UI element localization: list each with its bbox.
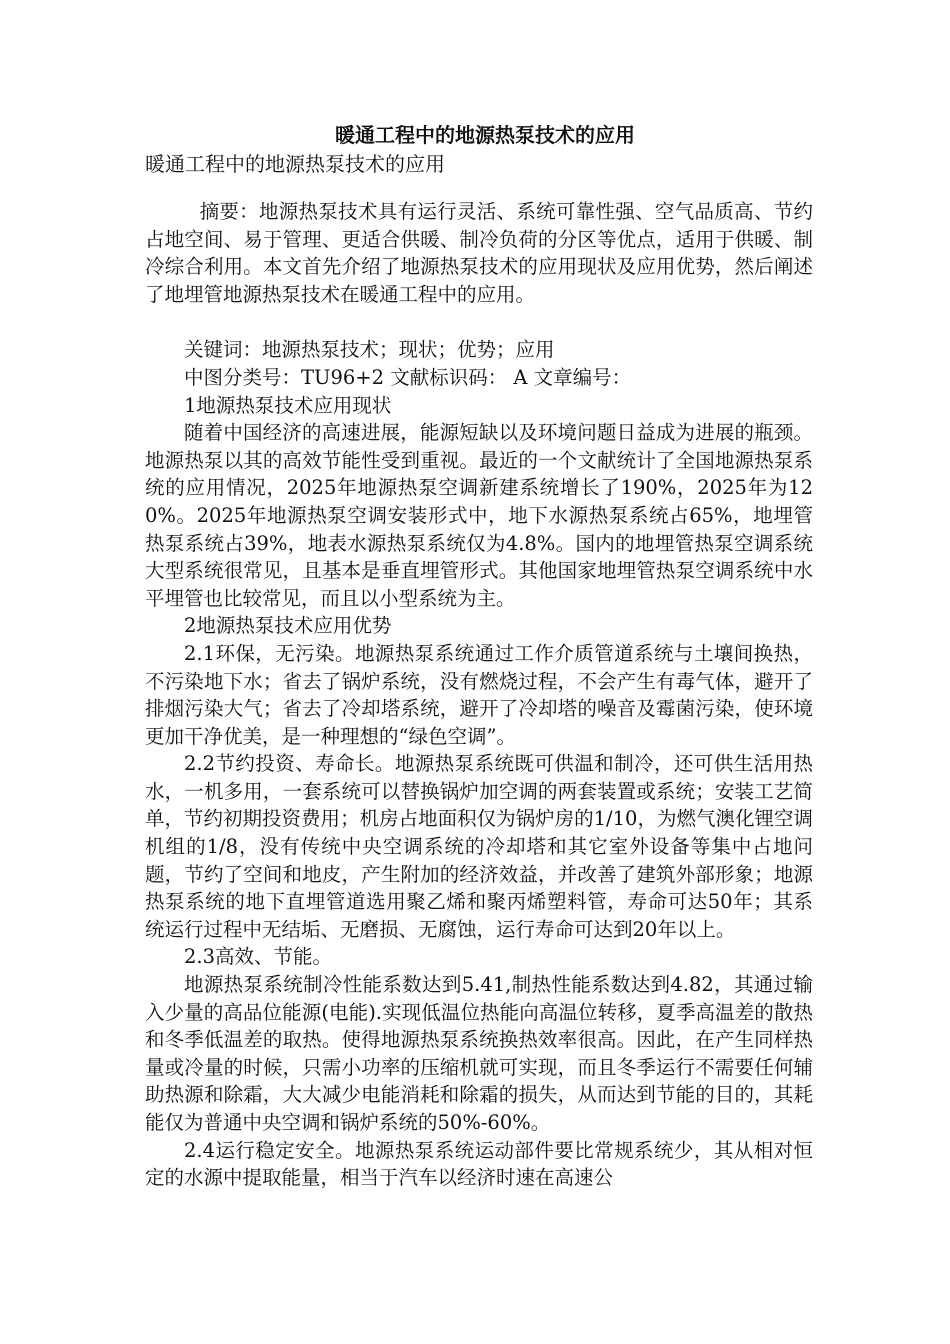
section-1-heading: 1地源热泵技术应用现状 [184, 393, 392, 417]
section-2-4-paragraph: 2.4运行稳定安全。地源热泵系统运动部件要比常规系统少，其从相对恒定的水源中提取能量，相当于汽车以经济时速在高速公 [145, 1138, 813, 1190]
section-1-paragraph: 随着中国经济的高速进展，能源短缺以及环境问题日益成为进展的瓶颈。地源热泵以其的高效节能性受到重视。最近的一个文献统计了全国地源热泵系统的应用情况，2025年地源热泵空调新建系统增长了190%，2025年为120%。2025年地源热泵空调安装形式中，地下水源热泵系统占65%，地埋管热泵系统占39%，地表水源热泵系统仅为4.8%。国内的地埋管热泵空调系统大型系统很常见，且基本是垂直埋管形式。其他国家地埋管热泵空调系统中水平埋管也比较常见，而且以小型系统为主。 [145, 421, 813, 610]
section-2-3-paragraph: 地源热泵系统制冷性能系数达到5.41,制热性能系数达到4.82，其通过输入少量的高品位能源(电能).实现低温位热能向高温位转移，夏季高温差的散热和冬季低温差的取热。使得地源热泵系统换热效率很高。因此，在产生同样热量或冷量的时候，只需小功率的压缩机就可实现，而且冬季运行不需要任何辅助热源和除霜，大大减少电能消耗和除霜的损失，从而达到节能的目的，其耗能仅为普通中央空调和锅炉系统的50%-60%。 [145, 973, 813, 1134]
section-2-heading: 2地源热泵技术应用优势 [184, 614, 392, 638]
section-2-2-paragraph: 2.2节约投资、寿命长。地源热泵系统既可供温和制冷，还可供生活用热水，一机多用，一套系统可以替换锅炉加空调的两套装置或系统；安装工艺简单，节约初期投资费用；机房占地面积仅为锅炉房的1/10，为燃气澳化锂空调机组的1/8，没有传统中央空调系统的冷却塔和其它室外设备等集中占地问题，节约了空间和地皮，产生附加的经济效益，并改善了建筑外部形象；地源热泵系统的地下直埋管道选用聚乙烯和聚丙烯塑料管，寿命可达50年；其系统运行过程中无结垢、无磨损、无腐蚀，运行寿命可达到20年以上。 [145, 752, 813, 941]
classification-line: 中图分类号：TU96+2 文献标识码： A 文章编号： [184, 365, 632, 389]
document-subtitle: 暖通工程中的地源热泵技术的应用 [145, 152, 445, 176]
abstract-paragraph: 摘要：地源热泵技术具有运行灵活、系统可靠性强、空气品质高、节约占地空间、易于管理、更适合供暖、制冷负荷的分区等优点，适用于供暖、制冷综合利用。本文首先介绍了地源热泵技术的应用现状及应用优势，然后阐述了地埋管地源热泵技术在暖通工程中的应用。 [145, 200, 813, 306]
document-title: 暖通工程中的地源热泵技术的应用 [335, 123, 635, 147]
document-page [145, 120, 813, 1192]
section-2-3-heading: 2.3高效、节能。 [184, 945, 333, 969]
section-2-1-paragraph: 2.1环保，无污染。地源热泵系统通过工作介质管道系统与土壤间换热，不污染地下水；省去了锅炉系统，没有燃烧过程，不会产生有毒气体，避开了排烟污染大气；省去了冷却塔系统，避开了冷却塔的噪音及霉菌污染，使环境更加干净优美，是一种理想的“绿色空调”。 [145, 641, 813, 748]
keywords-line: 关键词：地源热泵技术；现状；优势；应用 [184, 338, 555, 362]
